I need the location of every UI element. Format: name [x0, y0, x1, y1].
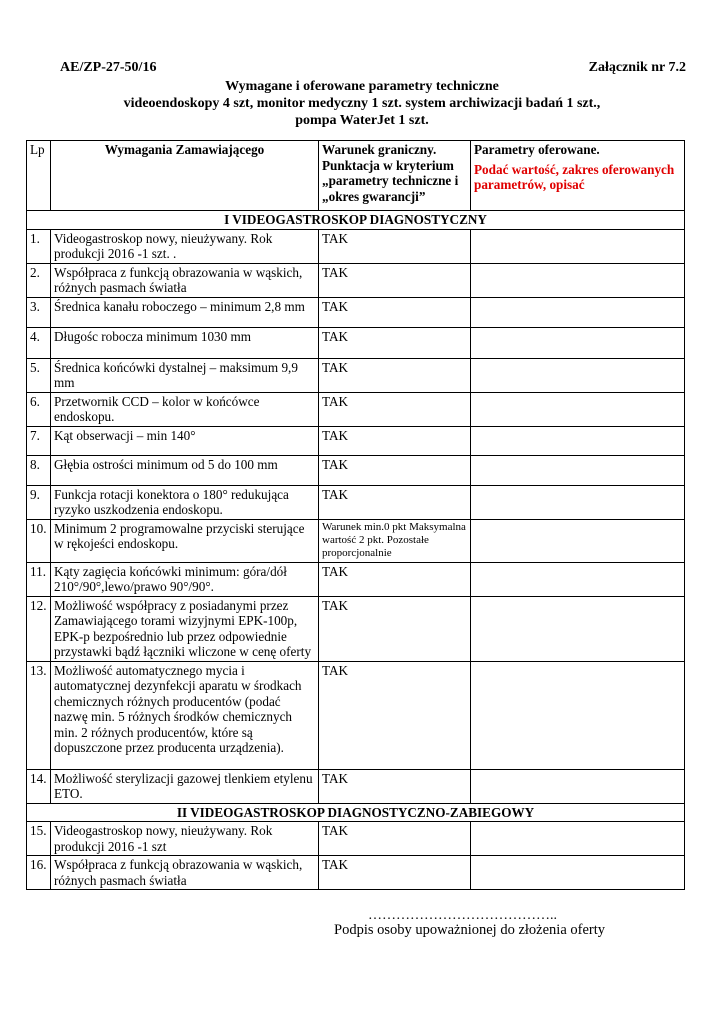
table-row [27, 769, 685, 803]
row-requirement: Możliwość automatycznego mycia i automatycznej dezynfekcji aparatu w środkach chemicznych różnych producentów (podać nazwę min. 5 różnych środków chemicznych min. 2 różnych producentów, które są dopuszczone przez producenta urządzenia). [51, 661, 319, 769]
row-requirement: Średnica kanału roboczego – minimum 2,8 mm [51, 297, 319, 327]
row-requirement: Współpraca z funkcją obrazowania w wąskich, różnych pasmach światła [51, 263, 319, 297]
row-offered-value[interactable] [471, 562, 685, 596]
offered-note: Podać wartość, zakres oferowanych parametrów, opisać [474, 161, 675, 192]
row-requirement: Długośc robocza minimum 1030 mm [51, 327, 319, 358]
row-condition: TAK [319, 562, 471, 596]
row-number: 8. [27, 455, 51, 485]
row-offered-value[interactable] [471, 455, 685, 485]
row-requirement: Kąt obserwacji – min 140° [51, 426, 319, 455]
table-row [27, 822, 685, 856]
table-row [27, 661, 685, 769]
row-number: 16. [27, 856, 51, 890]
col-header-offered [471, 141, 685, 211]
row-offered-value[interactable] [471, 661, 685, 769]
section-row [27, 211, 685, 230]
table-row [27, 327, 685, 358]
table-row [27, 596, 685, 661]
table-header-row [27, 141, 685, 211]
row-offered-value[interactable] [471, 263, 685, 297]
row-requirement: Kąty zagięcia końcówki minimum: góra/dół 210°/90°,lewo/prawo 90°/90°. [51, 562, 319, 596]
row-number: 11. [27, 562, 51, 596]
row-offered-value[interactable] [471, 822, 685, 856]
row-condition: TAK [319, 297, 471, 327]
row-offered-value[interactable] [471, 769, 685, 803]
annex-number: Załącznik nr 7.2 [588, 60, 686, 75]
row-condition: TAK [319, 327, 471, 358]
row-requirement: Funkcja rotacji konektora o 180° redukująca ryzyko uszkodzenia endoskopu. [51, 485, 319, 519]
table-row [27, 263, 685, 297]
offered-title: Parametry oferowane. [474, 142, 600, 157]
requirements-table [26, 140, 685, 890]
row-condition: TAK [319, 392, 471, 426]
row-offered-value[interactable] [471, 856, 685, 890]
table-row [27, 856, 685, 890]
row-requirement: Głębia ostrości minimum od 5 do 100 mm [51, 455, 319, 485]
title-line: videoendoskopy 4 szt, monitor medyczny 1 szt. system archiwizacji badań 1 szt., [123, 96, 601, 111]
row-condition: TAK [319, 485, 471, 519]
section-title: I VIDEOGASTROSKOP DIAGNOSTYCZNY [27, 211, 685, 230]
title-line: pompa WaterJet 1 szt. [295, 113, 429, 128]
row-condition: TAK [319, 856, 471, 890]
row-requirement: Średnica końcówki dystalnej – maksimum 9,9 mm [51, 358, 319, 392]
table-row [27, 392, 685, 426]
document-title [0, 78, 724, 129]
row-requirement: Videogastroskop nowy, nieużywany. Rok produkcji 2016 -1 szt. . [51, 229, 319, 263]
document-reference: AE/ZP-27-50/16 [60, 60, 157, 75]
row-number: 9. [27, 485, 51, 519]
row-number: 15. [27, 822, 51, 856]
row-condition: TAK [319, 229, 471, 263]
row-offered-value[interactable] [471, 358, 685, 392]
row-condition: Warunek min.0 pkt Maksymalna wartość 2 pkt. Pozostałe proporcjonalnie [319, 519, 471, 562]
table-row [27, 229, 685, 263]
row-condition: TAK [319, 455, 471, 485]
title-line: Wymagane i oferowane parametry techniczne [225, 79, 499, 94]
row-number: 13. [27, 661, 51, 769]
row-offered-value[interactable] [471, 426, 685, 455]
row-offered-value[interactable] [471, 392, 685, 426]
row-number: 1. [27, 229, 51, 263]
table-row [27, 455, 685, 485]
row-number: 2. [27, 263, 51, 297]
row-requirement: Możliwość sterylizacji gazowej tlenkiem etylenu ETO. [51, 769, 319, 803]
row-offered-value[interactable] [471, 485, 685, 519]
col-header-lp: Lp [27, 141, 51, 211]
table-row [27, 358, 685, 392]
row-condition: TAK [319, 596, 471, 661]
row-number: 14. [27, 769, 51, 803]
row-number: 6. [27, 392, 51, 426]
col-header-condition: Warunek graniczny. Punktacja w kryterium „parametry techniczne i „okres gwarancji” [319, 141, 471, 211]
row-number: 5. [27, 358, 51, 392]
row-offered-value[interactable] [471, 297, 685, 327]
row-requirement: Współpraca z funkcją obrazowania w wąskich, różnych pasmach światła [51, 856, 319, 890]
row-number: 4. [27, 327, 51, 358]
signature-line: ………………………………….. [368, 908, 557, 923]
row-number: 10. [27, 519, 51, 562]
col-header-requirements: Wymagania Zamawiającego [51, 141, 319, 211]
section-title: II VIDEOGASTROSKOP DIAGNOSTYCZNO-ZABIEGOWY [27, 803, 685, 822]
row-requirement: Minimum 2 programowalne przyciski sterujące w rękojeści endoskopu. [51, 519, 319, 562]
section-row [27, 803, 685, 822]
row-offered-value[interactable] [471, 596, 685, 661]
table-row [27, 519, 685, 562]
signature-label: Podpis osoby upoważnionej do złożenia oferty [334, 922, 606, 938]
table-row [27, 426, 685, 455]
row-condition: TAK [319, 358, 471, 392]
row-condition: TAK [319, 769, 471, 803]
row-offered-value[interactable] [471, 327, 685, 358]
table-row [27, 485, 685, 519]
row-requirement: Videogastroskop nowy, nieużywany. Rok produkcji 2016 -1 szt [51, 822, 319, 856]
row-condition: TAK [319, 822, 471, 856]
row-number: 12. [27, 596, 51, 661]
row-offered-value[interactable] [471, 229, 685, 263]
table-row [27, 562, 685, 596]
row-number: 7. [27, 426, 51, 455]
row-requirement: Przetwornik CCD – kolor w końcówce endoskopu. [51, 392, 319, 426]
row-condition: TAK [319, 263, 471, 297]
row-requirement: Możliwość współpracy z posiadanymi przez Zamawiającego torami wizyjnymi EPK-100p, EPK-p bezpośrednio lub przez odpowiednie przystawki bądź łączniki wliczone w cenę oferty [51, 596, 319, 661]
row-offered-value[interactable] [471, 519, 685, 562]
row-condition: TAK [319, 661, 471, 769]
row-condition: TAK [319, 426, 471, 455]
row-number: 3. [27, 297, 51, 327]
table-row [27, 297, 685, 327]
